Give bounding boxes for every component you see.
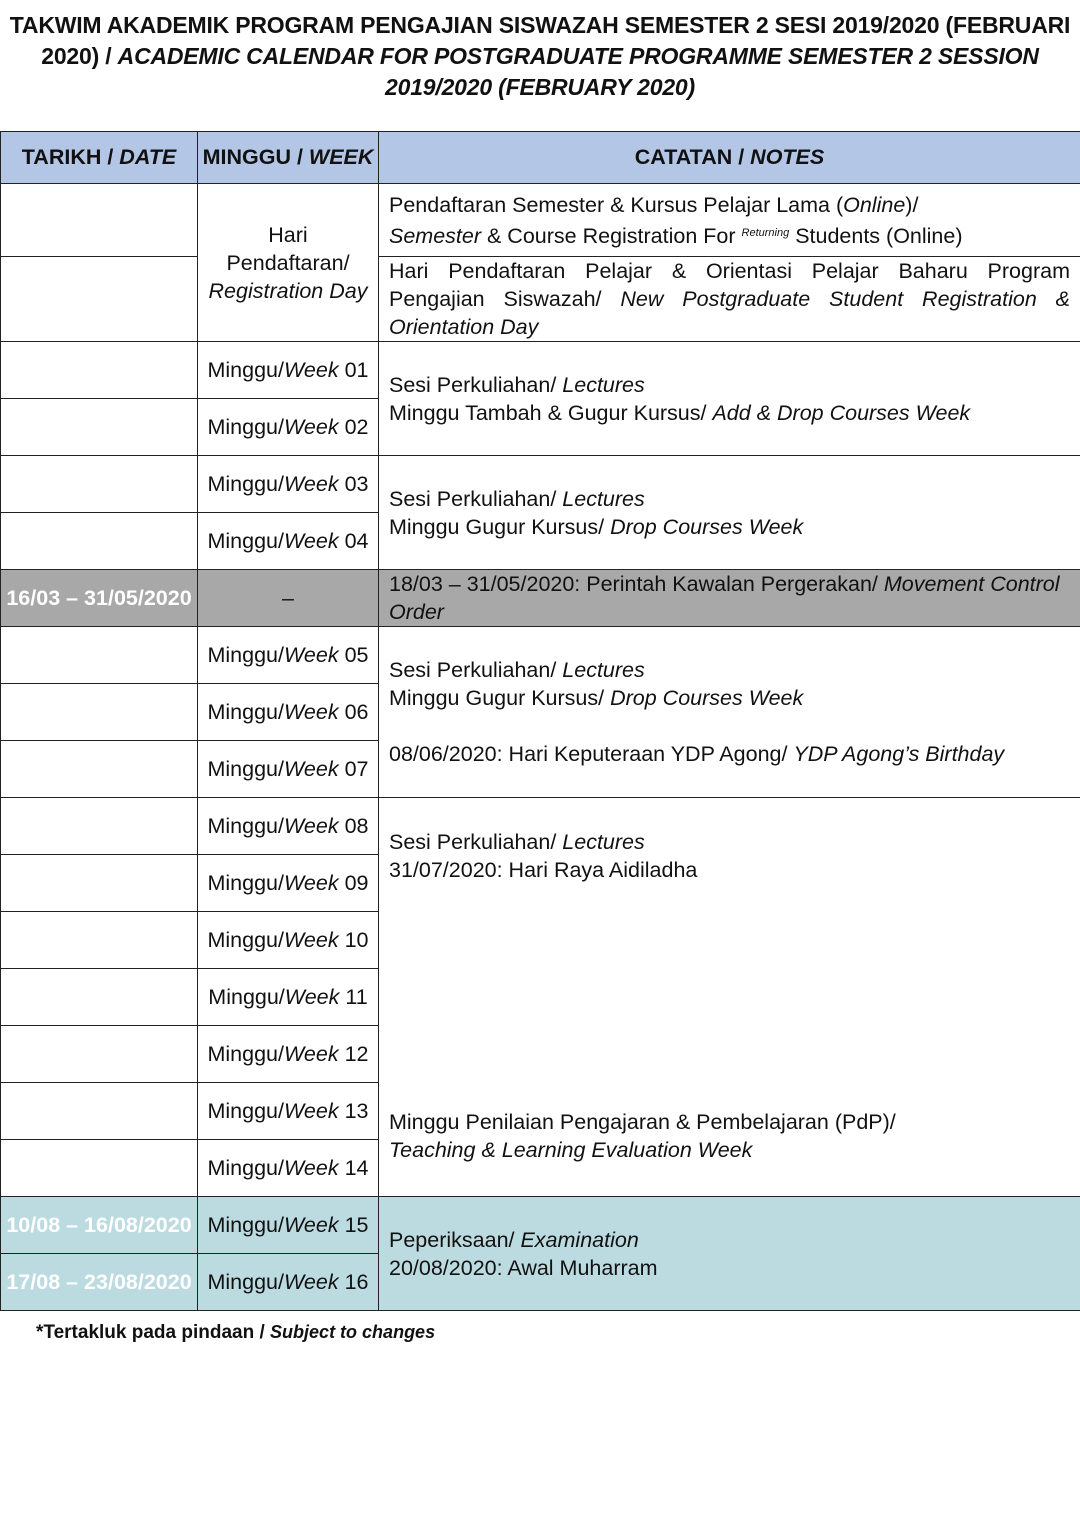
week-cell: Minggu/Week 13 xyxy=(198,1083,379,1140)
date-cell xyxy=(1,342,198,399)
registration-note-returning: Pendaftaran Semester & Kursus Pelajar Lama (Online)/ Semester & Course Registration For $^{Returning}$ Students (Online) xyxy=(379,184,1080,257)
table-row xyxy=(1,1197,1080,1254)
mco-row xyxy=(1,570,1080,627)
date-cell xyxy=(1,684,198,741)
date-cell xyxy=(1,855,198,912)
date-cell xyxy=(1,798,198,855)
registration-note-new: Hari Pendaftaran Pelajar & Orientasi Pelajar Baharu Program Pengajian Siswazah/ New Postgraduate Student Registration & Orientation Day xyxy=(379,257,1080,342)
date-cell xyxy=(1,399,198,456)
date-cell xyxy=(1,257,198,342)
academic-calendar-table xyxy=(0,131,1080,1311)
date-cell xyxy=(1,912,198,969)
week-cell: Minggu/Week 09 xyxy=(198,855,379,912)
week-cell: Minggu/Week 12 xyxy=(198,1026,379,1083)
footer-note: *Tertakluk pada pindaan / Subject to changes xyxy=(36,1322,436,1343)
week-cell: Minggu/Week 03 xyxy=(198,456,379,513)
week-cell: Minggu/Week 02 xyxy=(198,399,379,456)
date-cell xyxy=(1,513,198,570)
header-week: MINGGU / WEEK xyxy=(198,132,379,184)
week-cell: Minggu/Week 14 xyxy=(198,1140,379,1197)
date-cell xyxy=(1,969,198,1026)
mco-date-cell: 16/03 – 31/05/2020 xyxy=(1,570,198,627)
mco-week-cell: – xyxy=(198,570,379,627)
date-cell xyxy=(1,1083,198,1140)
notes-cell: Sesi Perkuliahan/ Lectures 31/07/2020: Hari Raya Aidiladha Minggu Penilaian Pengajaran & Pembelajaran (PdP)/ Teaching & Learning Evaluation Week xyxy=(379,798,1080,1197)
date-cell xyxy=(1,184,198,257)
week-cell: Minggu/Week 07 xyxy=(198,741,379,798)
exam-date-cell: 17/08 – 23/08/2020 xyxy=(1,1254,198,1311)
date-cell xyxy=(1,1140,198,1197)
date-cell xyxy=(1,1026,198,1083)
week-cell: Minggu/Week 10 xyxy=(198,912,379,969)
table-row xyxy=(1,184,1080,257)
week-cell: Minggu/Week 11 xyxy=(198,969,379,1026)
header-date: TARIKH / DATE xyxy=(1,132,198,184)
week-cell: Minggu/Week 01 xyxy=(198,342,379,399)
table-row xyxy=(1,456,1080,513)
week-cell: Minggu/Week 04 xyxy=(198,513,379,570)
table-row xyxy=(1,627,1080,684)
notes-cell: Sesi Perkuliahan/ Lectures Minggu Gugur Kursus/ Drop Courses Week 08/06/2020: Hari Keputeraan YDP Agong/ YDP Agong’s Birthday xyxy=(379,627,1080,798)
header-notes: CATATAN / NOTES xyxy=(379,132,1080,184)
week-cell: Minggu/Week 16 xyxy=(198,1254,379,1311)
week-cell: Minggu/Week 06 xyxy=(198,684,379,741)
table-row xyxy=(1,257,1080,342)
week-cell: Minggu/Week 15 xyxy=(198,1197,379,1254)
table-row xyxy=(1,798,1080,855)
table-header-row xyxy=(1,132,1080,184)
exam-notes-cell: Peperiksaan/ Examination 20/08/2020: Awal Muharram xyxy=(379,1197,1080,1311)
week-cell: Minggu/Week 08 xyxy=(198,798,379,855)
mco-notes-cell: 18/03 – 31/05/2020: Perintah Kawalan Pergerakan/ Movement Control Order xyxy=(379,570,1080,627)
date-cell xyxy=(1,741,198,798)
week-cell: Minggu/Week 05 xyxy=(198,627,379,684)
notes-cell: Sesi Perkuliahan/ Lectures Minggu Gugur Kursus/ Drop Courses Week xyxy=(379,456,1080,570)
notes-cell: Sesi Perkuliahan/ Lectures Minggu Tambah & Gugur Kursus/ Add & Drop Courses Week xyxy=(379,342,1080,456)
exam-date-cell: 10/08 – 16/08/2020 xyxy=(1,1197,198,1254)
registration-day-cell: Hari Pendaftaran/ Registration Day xyxy=(198,184,379,342)
page-title: TAKWIM AKADEMIK PROGRAM PENGAJIAN SISWAZAH SEMESTER 2 SESI 2019/2020 (FEBRUARI 2020) / ACADEMIC CALENDAR FOR POSTGRADUATE PROGRAMME SEMESTER 2 SESSION 2019/2020 (FEBRUARY 2020) xyxy=(9,12,1071,100)
date-cell xyxy=(1,627,198,684)
date-cell xyxy=(1,456,198,513)
table-row xyxy=(1,342,1080,399)
